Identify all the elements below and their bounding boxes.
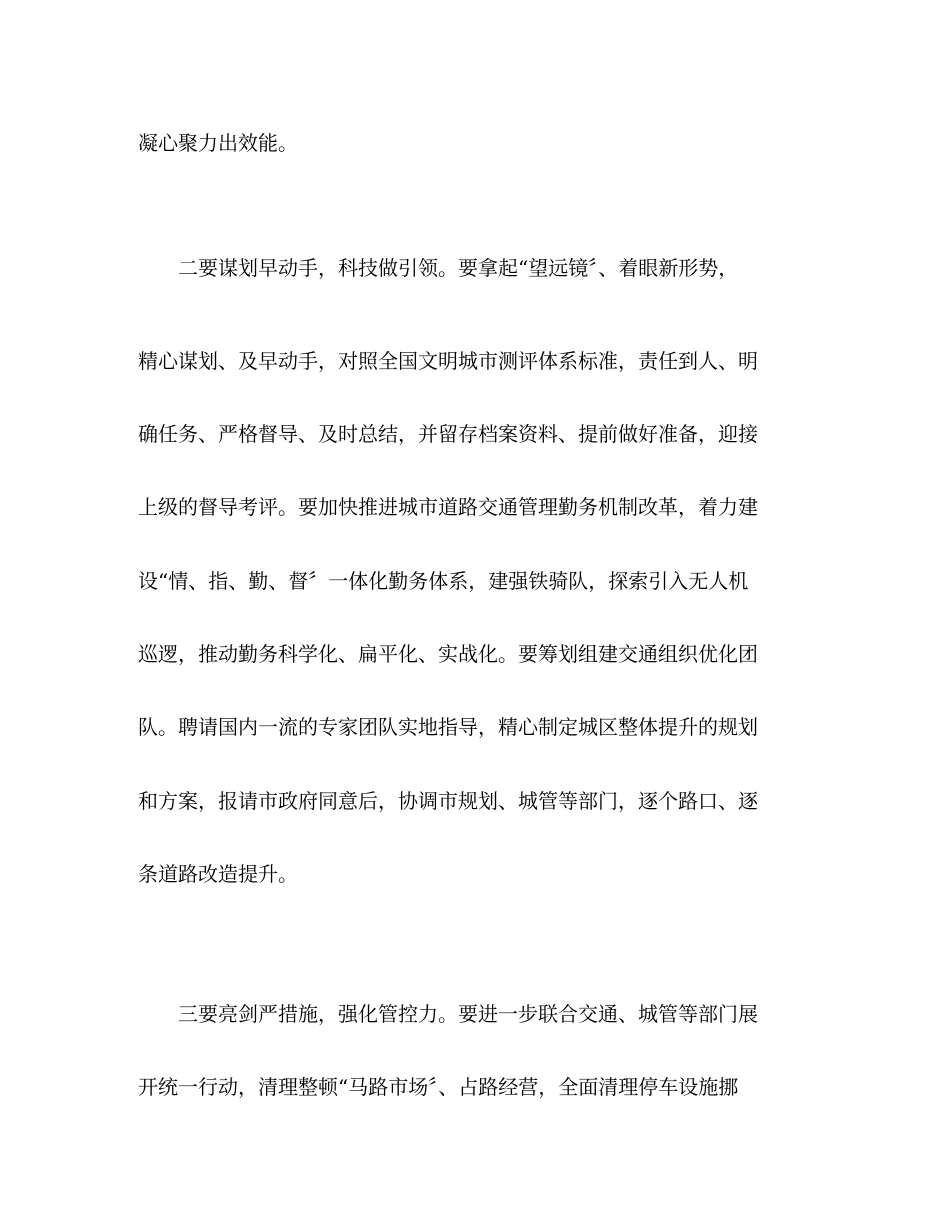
paragraph-2-line: 和方案，报请市政府同意后，协调市规划、城管等部门，逐个路口、逐: [138, 789, 758, 813]
text-line: 凝心聚力出效能。: [138, 131, 298, 155]
paragraph-2-line: 上级的督导考评。要加快推进城市道路交通管理勤务机制改革，着力建: [138, 495, 758, 519]
paragraph-2-line: 队。聘请国内一流的专家团队实地指导，精心制定城区整体提升的规划: [138, 715, 758, 739]
paragraph-2-line: 精心谋划、及早动手，对照全国文明城市测评体系标准，责任到人、明: [138, 349, 758, 373]
paragraph-2-line: 巡逻，推动勤务科学化、扁平化、实战化。要筹划组建交通组织优化团: [138, 642, 758, 666]
paragraph-2-line: 条道路改造提升。: [138, 862, 298, 886]
paragraph-2-line: 确任务、严格督导、及时总结，并留存档案资料、提前做好准备，迎接: [138, 422, 758, 446]
paragraph-2-line: 设“情、指、勤、督〞一体化勤务体系，建强铁骑队，探索引入无人机: [138, 569, 749, 593]
paragraph-3-line: 开统一行动，清理整顿“马路市场〞、占路经营，全面清理停车设施挪: [138, 1075, 739, 1099]
paragraph-2-line: 二要谋划早动手，科技做引领。要拿起“望远镜〞、着眼新形势，: [138, 256, 739, 280]
paragraph-3-line: 三要亮剑严措施，强化管控力。要进一步联合交通、城管等部门展: [138, 1002, 758, 1026]
